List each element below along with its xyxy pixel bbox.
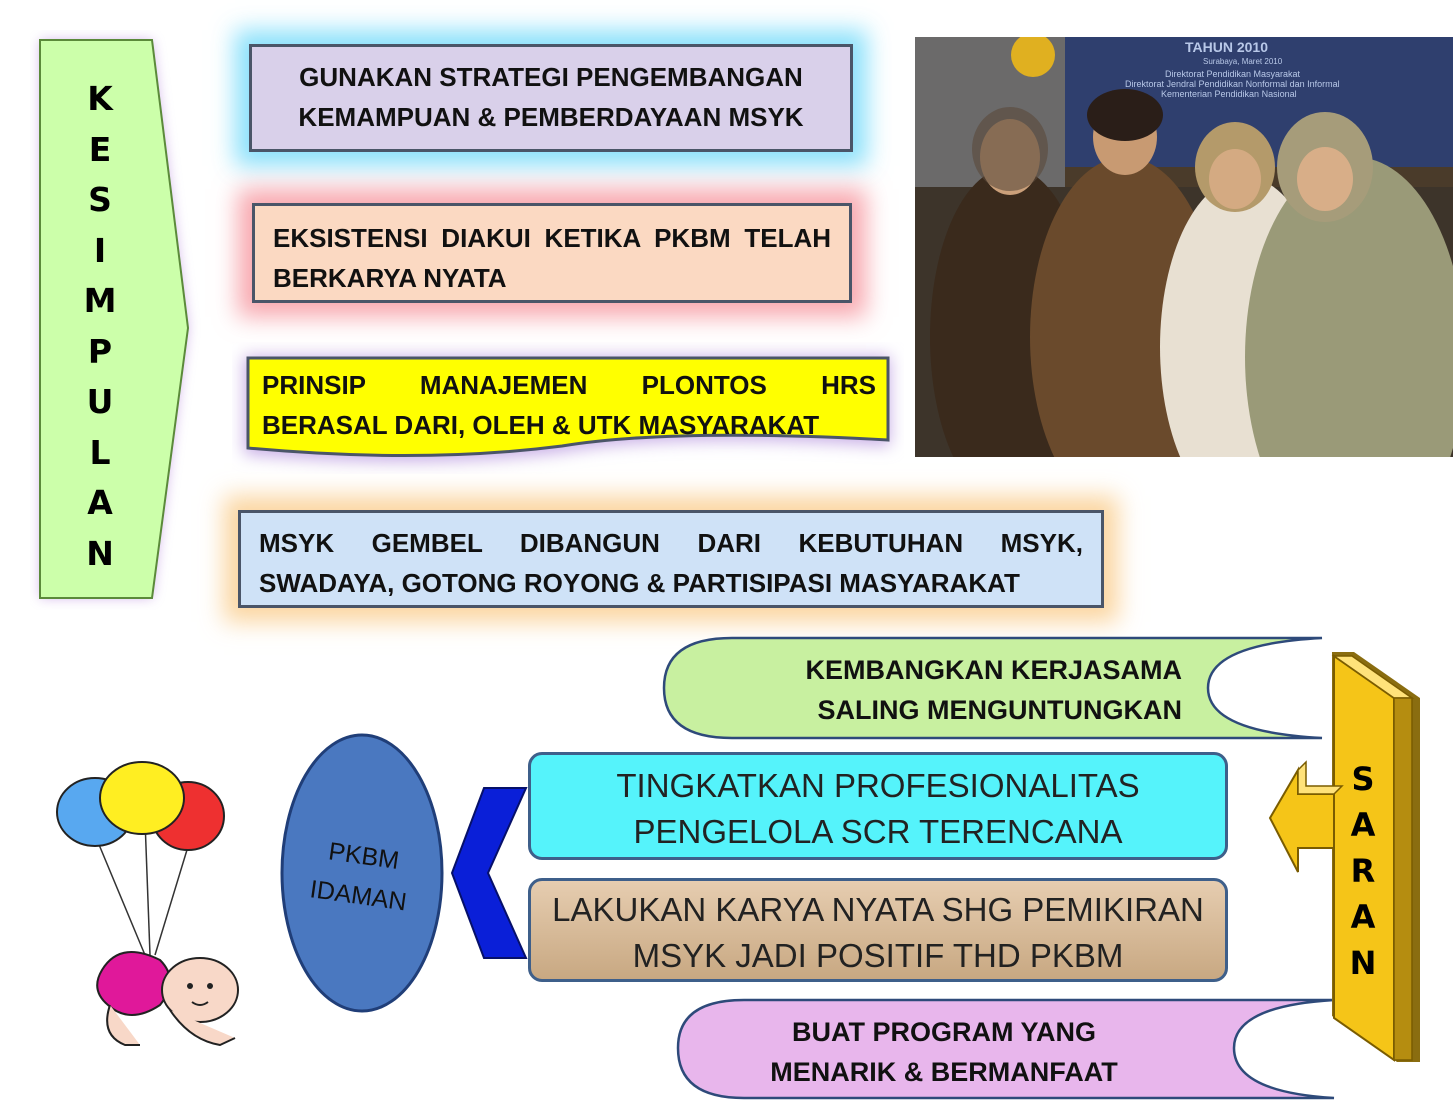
balloons-baby-icon: [50, 760, 250, 1060]
saran-label: [1340, 756, 1386, 986]
saran-item-2: [528, 752, 1228, 860]
conclusion-text: MSYK GEMBEL DIBANGUN DARI KEBUTUHAN MSYK,: [259, 528, 1083, 558]
saran-letter: A: [1350, 806, 1376, 844]
chevron-left-icon: [448, 786, 530, 960]
kesimpulan-letter: U: [86, 382, 114, 421]
conclusion-text: GUNAKAN STRATEGI PENGEMBANGAN: [299, 62, 803, 92]
saran-text: BUAT PROGRAM YANG: [791, 1017, 1097, 1047]
pkbm-line: PKBM: [326, 837, 401, 875]
kesimpulan-letter: M: [83, 281, 117, 320]
saran-text: MSYK JADI POSITIF THD PKBM: [632, 937, 1124, 974]
conclusion-text: SWADAYA, GOTONG ROYONG & PARTISIPASI MASYARAKAT: [259, 568, 1020, 598]
conclusion-box-1: [249, 44, 853, 152]
banner-place: Surabaya, Maret 2010: [1203, 57, 1283, 66]
banner-line: Direktorat Pendidikan Masyarakat: [1165, 69, 1301, 79]
conclusion-box-4: [238, 510, 1104, 608]
conclusion-text: EKSISTENSI DIAKUI KETIKA PKBM TELAH: [273, 223, 831, 253]
saran-text: TINGKATKAN PROFESIONALITAS: [616, 767, 1140, 804]
kesimpulan-letter: P: [87, 331, 113, 371]
saran-text: SALING MENGUNTUNGKAN: [817, 695, 1182, 725]
saran-item-3: [528, 878, 1228, 982]
conclusion-text: BERKARYA NYATA: [273, 263, 507, 293]
photo-illustration: [915, 37, 1453, 457]
pkbm-line: IDAMAN: [308, 875, 409, 917]
arrow-left-icon: [1270, 762, 1342, 872]
kesimpulan-letter: K: [87, 79, 113, 118]
conclusion-box-3: [262, 365, 876, 445]
saran-letter: R: [1350, 852, 1376, 890]
group-photo: [915, 37, 1453, 457]
saran-item-4: [700, 1012, 1188, 1092]
kesimpulan-letter: S: [88, 180, 112, 219]
saran-item-1: [690, 650, 1182, 730]
kesimpulan-letter: I: [93, 230, 107, 270]
saran-text: LAKUKAN KARYA NYATA SHG PEMIKIRAN: [552, 891, 1204, 928]
saran-text: PENGELOLA SCR TERENCANA: [633, 813, 1123, 850]
kesimpulan-letter: E: [88, 129, 112, 169]
conclusion-text: BERASAL DARI, OLEH & UTK MASYARAKAT: [262, 410, 820, 440]
banner-line: Direktorat Jendral Pendidikan Nonformal dan Informal: [1125, 79, 1340, 89]
saran-letter: N: [1349, 944, 1377, 982]
kesimpulan-letter: N: [86, 533, 114, 573]
kesimpulan-label: [72, 74, 128, 579]
conclusion-box-2: [252, 203, 852, 303]
saran-text: KEMBANGKAN KERJASAMA: [805, 655, 1182, 685]
kesimpulan-letter: L: [89, 432, 111, 472]
banner-line: Kementerian Pendidikan Nasional: [1161, 89, 1297, 99]
saran-text: MENARIK & BERMANFAAT: [770, 1057, 1118, 1087]
conclusion-text: PRINSIP MANAJEMEN PLONTOS HRS: [262, 370, 876, 400]
conclusion-text: KEMAMPUAN & PEMBERDAYAAN MSYK: [298, 102, 804, 132]
saran-letter: S: [1351, 760, 1375, 798]
banner-year: TAHUN 2010: [1185, 39, 1268, 55]
kesimpulan-letter: A: [87, 483, 113, 522]
saran-letter: A: [1350, 898, 1376, 936]
